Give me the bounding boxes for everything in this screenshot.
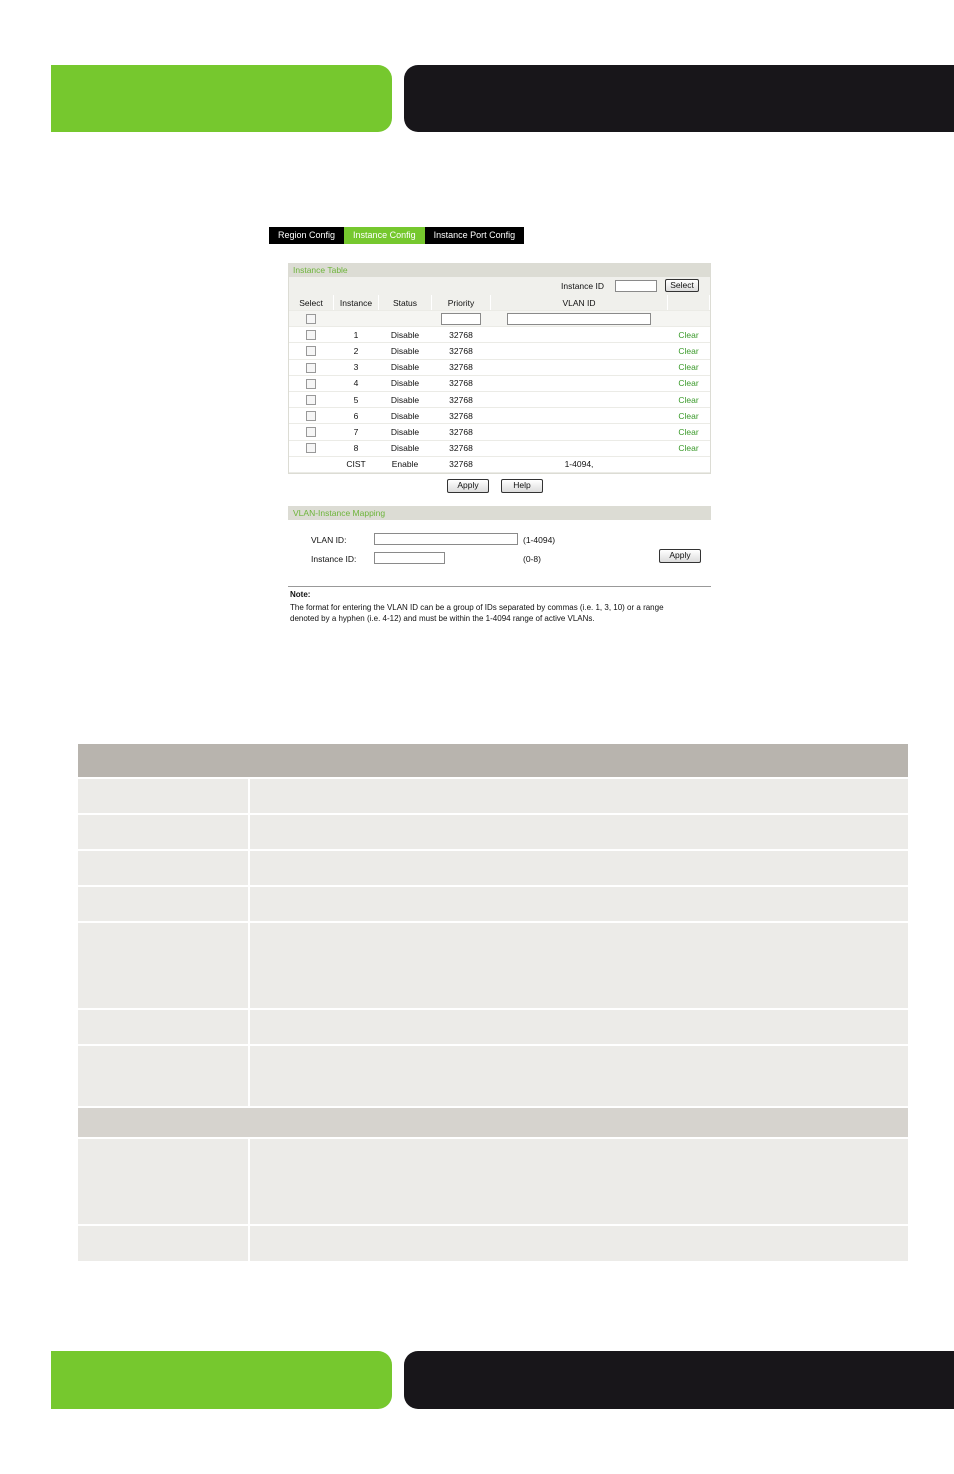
row-instance: 7 [334, 424, 379, 440]
instance-range-hint: (0-8) [523, 554, 541, 564]
mapping-apply-button[interactable]: Apply [659, 549, 701, 563]
row-status: Disable [379, 343, 432, 359]
row-select-checkbox [289, 440, 334, 456]
table-row [78, 1226, 908, 1261]
cist-row [289, 456, 710, 472]
row-checkbox[interactable] [306, 379, 316, 389]
tab-instance-port-config[interactable]: Instance Port Config [433, 230, 516, 240]
instance-id-select-row [289, 277, 710, 295]
table-row [289, 408, 710, 424]
row-checkbox[interactable] [306, 363, 316, 373]
row-priority: 32768 [432, 359, 491, 375]
row-checkbox[interactable] [306, 443, 316, 453]
row-select-checkbox [289, 408, 334, 424]
row-checkbox[interactable] [306, 427, 316, 437]
row-checkbox[interactable] [306, 411, 316, 421]
row-status: Disable [379, 440, 432, 456]
table-header-row [289, 295, 710, 311]
instance-id-input[interactable] [615, 280, 657, 292]
instance-id-label: Instance ID [561, 281, 604, 291]
row-status: Disable [379, 327, 432, 343]
row-instance: 6 [334, 408, 379, 424]
table-row [78, 1139, 908, 1224]
row-status: Disable [379, 359, 432, 375]
header-dark-bar [404, 65, 954, 132]
select-button[interactable]: Select [665, 279, 699, 292]
select-all-checkbox[interactable] [306, 314, 316, 324]
row-checkbox[interactable] [306, 395, 316, 405]
row-instance: 5 [334, 391, 379, 407]
clear-link[interactable]: Clear [668, 327, 710, 343]
mapping-instance-id-input[interactable] [374, 552, 445, 564]
row-select-checkbox [289, 424, 334, 440]
table-row [78, 1010, 908, 1044]
table-row [289, 424, 710, 440]
instance-table-panel [288, 263, 711, 496]
row-status: Disable [379, 424, 432, 440]
column-header-vlan-id: VLAN ID [491, 295, 668, 311]
clear-link[interactable]: Clear [668, 391, 710, 407]
row-instance: 8 [334, 440, 379, 456]
column-header-select: Select [289, 295, 334, 311]
table-row [78, 815, 908, 849]
clear-link[interactable]: Clear [668, 408, 710, 424]
header-green-bar [51, 65, 392, 132]
row-select-checkbox [289, 359, 334, 375]
footer-green-bar [51, 1351, 392, 1409]
row-checkbox[interactable] [306, 346, 316, 356]
table-row [78, 887, 908, 921]
row-instance: 4 [334, 375, 379, 391]
note-title: Note: [290, 590, 311, 599]
help-button[interactable]: Help [501, 479, 543, 493]
row-priority: 32768 [432, 391, 491, 407]
column-header-action [668, 295, 710, 311]
mapping-vlan-id-input[interactable] [374, 533, 518, 545]
vlan-instance-mapping-panel [288, 506, 711, 587]
row-priority: 32768 [432, 327, 491, 343]
instance-id-label: Instance ID: [311, 554, 357, 564]
clear-link[interactable]: Clear [668, 440, 710, 456]
row-priority: 32768 [432, 375, 491, 391]
column-header-priority: Priority [432, 295, 491, 311]
cist-status: Enable [379, 456, 432, 472]
row-vlan-id [491, 408, 668, 424]
table-row [289, 343, 710, 359]
instance-table [289, 295, 710, 473]
apply-button[interactable]: Apply [447, 479, 489, 493]
table-row [289, 391, 710, 407]
row-select-checkbox [289, 391, 334, 407]
vlan-id-label: VLAN ID: [311, 535, 347, 545]
footer-dark-bar [404, 1351, 954, 1409]
clear-link[interactable]: Clear [668, 359, 710, 375]
row-select-checkbox [289, 327, 334, 343]
tab-instance-config[interactable]: Instance Config [344, 227, 425, 244]
tab-region-config[interactable]: Region Config [278, 230, 336, 240]
table-row [289, 440, 710, 456]
note-line-2: denoted by a hyphen (i.e. 4-12) and must be within the 1-4094 range of active VLANs. [290, 614, 595, 623]
table-row [289, 375, 710, 391]
row-priority: 32768 [432, 408, 491, 424]
table-row [289, 327, 710, 343]
row-status: Disable [379, 375, 432, 391]
note-block [290, 590, 715, 624]
table-filter-row [289, 311, 710, 327]
cist-instance: CIST [334, 456, 379, 472]
vlan-range-hint: (1-4094) [523, 535, 556, 545]
row-select-checkbox [289, 375, 334, 391]
instance-table-buttons [288, 474, 711, 496]
cist-vlan: 1-4094, [491, 456, 668, 472]
description-table-header [78, 744, 908, 777]
row-vlan-id [491, 327, 668, 343]
row-status: Disable [379, 408, 432, 424]
clear-link[interactable]: Clear [668, 375, 710, 391]
row-priority: 32768 [432, 440, 491, 456]
table-row [78, 851, 908, 885]
row-priority: 32768 [432, 343, 491, 359]
config-tab-bar [269, 227, 524, 244]
table-row [78, 779, 908, 813]
row-vlan-id [491, 375, 668, 391]
description-table-subheader [78, 1108, 908, 1137]
row-instance: 3 [334, 359, 379, 375]
mapping-title: VLAN-Instance Mapping [288, 506, 711, 520]
table-row [78, 1046, 908, 1106]
row-select-checkbox [289, 343, 334, 359]
column-header-instance: Instance [334, 295, 379, 311]
row-vlan-id [491, 343, 668, 359]
clear-link[interactable]: Clear [668, 424, 710, 440]
row-instance: 1 [334, 327, 379, 343]
table-row [78, 923, 908, 1008]
table-row [289, 359, 710, 375]
row-priority: 32768 [432, 424, 491, 440]
cist-priority: 32768 [432, 456, 491, 472]
note-line-1: The format for entering the VLAN ID can be a group of IDs separated by commas (i.e. 1, 3, 10) or a range [290, 603, 664, 612]
instance-table-body [288, 277, 711, 474]
row-vlan-id [491, 440, 668, 456]
instance-table-title: Instance Table [288, 263, 711, 277]
vlan-id-input[interactable] [507, 313, 651, 325]
row-vlan-id [491, 391, 668, 407]
priority-input[interactable] [441, 313, 481, 325]
clear-link[interactable]: Clear [668, 343, 710, 359]
row-vlan-id [491, 359, 668, 375]
row-vlan-id [491, 424, 668, 440]
row-status: Disable [379, 391, 432, 407]
row-instance: 2 [334, 343, 379, 359]
column-header-status: Status [379, 295, 432, 311]
row-checkbox[interactable] [306, 330, 316, 340]
